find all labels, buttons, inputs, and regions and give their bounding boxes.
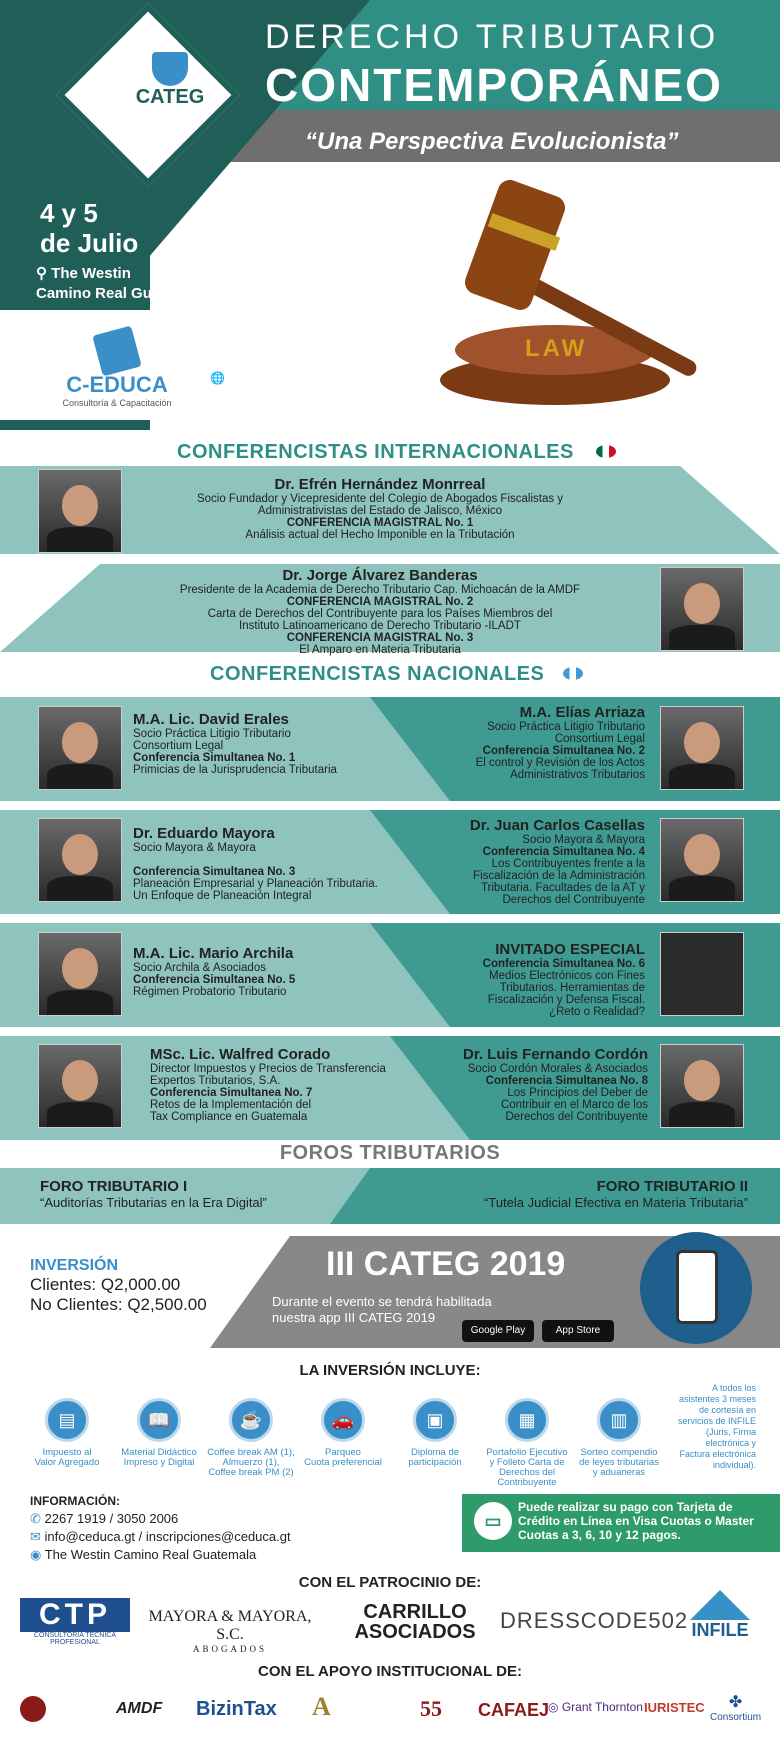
includes-heading: LA INVERSIÓN INCLUYE: [299,1362,481,1379]
instagram-icon[interactable]: ⓘ [228,407,247,421]
nac-heading: CONFERENCISTAS NACIONALES [210,663,630,686]
sponsors-heading: CON EL PATROCINIO DE: [298,1574,482,1591]
speaker-erales: M.A. Lic. David Erales Socio Práctica Litigio Tributario Consortium Legal Conferencia Simultanea No. 1 Primicias de la Jurisprudencia Tributaria [133,711,337,776]
sponsor-infile: INFILE [680,1590,760,1641]
include-item: 📖 Material Didáctico Impreso y Digital [114,1398,204,1468]
cafaej-logo: CAFAEJ [478,1700,550,1720]
email-line[interactable]: ✉ info@ceduca.gt / inscripciones@ceduca.gt [30,1529,291,1544]
phone-line[interactable]: ✆ 2267 1919 / 3050 2006 [30,1511,179,1526]
include-item: ▤ Impuesto al Valor Agregado [22,1398,112,1468]
book-icon [92,326,142,377]
phone-icon [640,1232,752,1344]
infile-note: A todos los asistentes 3 meses de cortesía en servicios de INFILE (Juris, Firma electrónica y Factura electrónica individual). [677,1383,756,1470]
shield-icon [152,52,188,86]
mexico-flag-icon [596,445,616,458]
venue: ⚲ The Westin Camino Real Guatemala [36,265,208,302]
amdf-logo: AMDF [116,1700,163,1717]
iuristec-logo: IURISTEC [644,1700,705,1715]
mail-icon: ✉ [30,1529,45,1544]
web-links [210,370,315,422]
car-icon: 🚗 [321,1398,365,1442]
intl-speaker-2: Dr. Jorge Álvarez Banderas Presidente de la Academia de Derecho Tributario Cap. Michoacán de la AMDF CONFERENCIA MAGISTRAL No. 2 Carta de Derechos del Contribuyente para los Países Miembros del Instituto Latinoamericano de Derecho Tributario -ILADT CONFERENCIA MAGISTRAL No. 3 El Amparo en Materia Tributaria [179,567,581,656]
consortium-logo: ✤ Consortium [710,1694,762,1723]
bizintax-logo: BizinTax [196,1698,277,1720]
include-item: ▣ Diploma de participación [390,1398,480,1468]
intl-heading: CONFERENCISTAS INTERNACIONALES [177,441,657,464]
social-icons [210,406,315,422]
speaker-mayora: Dr. Eduardo Mayora Socio Mayora & Mayora Conferencia Simultanea No. 3 Planeación Empresarial y Planeación Tributaria. Un Enfoque de Planeación Integral [133,825,378,902]
af-logo: A [312,1692,331,1721]
speaker-photo-silhouette [660,932,744,1016]
speaker-photo [660,1044,744,1128]
speaker-arriaza: M.A. Elías Arriaza Socio Práctica Litigio Tributario Consortium Legal Conferencia Simultanea No. 2 El control y Revisión de los Actos Administrativos Tributarios [475,704,645,781]
place-line: ◉ The Westin Camino Real Guatemala [30,1547,257,1562]
logo-text: CATEG [135,86,205,108]
consortium-icon: ✤ [728,1694,743,1711]
speaker-casellas: Dr. Juan Carlos Casellas Socio Mayora & Mayora Conferencia Simultanea No. 4 Los Contribuyentes frente a la Fiscalización de la Administración Tributaria. Facultades de la AT y Derechos del Contribuyente [469,817,645,906]
sponsor-mayora: MAYORA & MAYORA, S.C. ABOGADOS [148,1608,312,1654]
google-play-button[interactable]: Google Play [462,1320,534,1342]
event-name: III CATEG 2019 [326,1245,566,1283]
speaker-photo [38,469,122,553]
location-pin-icon: ⚲ [36,265,52,282]
speaker-archila: M.A. Lic. Mario Archila Socio Archila & Asociados Conferencia Simultanea No. 5 Régimen Probatorio Tributario [133,945,296,998]
grant-thornton-logo: ◎ Grant Thornton [548,1700,643,1714]
include-item: ▦ Portafolio Ejecutivo y Folleto Carta de Derechos del Contribuyente [482,1398,572,1488]
gt-icon: ◎ [548,1700,562,1714]
linkedin-icon[interactable]: ⓛ [246,407,265,421]
book-icon: 📖 [137,1398,181,1442]
speaker-invitado: INVITADO ESPECIAL Conferencia Simultanea No. 6 Medios Electrónicos con Fines Tributarios. Herramientas de Fiscalización y Defensa Fiscal. ¿Reto o Realidad? [482,941,645,1018]
speaker-photo [38,932,122,1016]
diploma-icon: ▣ [413,1398,457,1442]
app-store-button[interactable]: App Store [542,1320,614,1342]
credit-card-icon: ▭ [474,1502,512,1540]
speaker-cordon: Dr. Luis Fernando Cordón Socio Cordón Morales & Asociados Conferencia Simultanea No. 8 Los Principios del Deber de Contribuir en el Marco de los Derechos del Contribuyente [462,1046,648,1123]
invoice-icon: ▤ [45,1398,89,1442]
payment-box: ▭ Puede realizar su pago con Tarjeta de Crédito en Línea en Visa Cuotas o Master Cuotas a 3, 6, 10 y 12 pagos. [462,1494,780,1552]
sponsor-ctp: CTP CONSULTORÍA TÉCNICA PROFESIONAL [20,1598,130,1646]
title-line-1: DERECHO TRIBUTARIO [265,18,720,56]
support-heading: CON EL APOYO INSTITUCIONAL DE: [258,1663,522,1680]
speaker-corado: MSc. Lic. Walfred Corado Director Impuestos y Precios de Transferencia Expertos Tributarios, S.A. Conferencia Simultanea No. 7 Retos de la Implementación del Tax Compliance en Guatemala [150,1046,386,1123]
investment: INVERSIÓN Clientes: Q2,000.00 No Clientes: Q2,500.00 [30,1257,207,1314]
speaker-photo [660,818,744,902]
foro-2: FORO TRIBUTARIO II “Tutela Judicial Efectiva en Materia Tributaria” [484,1178,748,1210]
speaker-photo [38,706,122,790]
ceduca-logo: C-EDUCA Consultoría & Capacitación [62,330,172,408]
speaker-photo [660,706,744,790]
portfolio-icon: ▦ [505,1398,549,1442]
coffee-icon: ☕ [229,1398,273,1442]
title-line-2: CONTEMPORÁNEO [265,59,723,111]
include-item: ▥ Sorteo compendio de leyes tributarias y aduaneras [574,1398,664,1478]
cemedef-logo [20,1696,46,1722]
sponsor-carrillo: CARRILLO ASOCIADOS [354,1601,476,1643]
phone-icon: ✆ [30,1511,45,1526]
location-pin-icon: ◉ [30,1547,45,1562]
subtitle: “Una Perspectiva Evolucionista” [305,128,679,155]
sponsor-dresscode: DRESSCODE502 [500,1608,689,1633]
globe-icon: 🌐 [210,371,229,385]
foros-heading: FOROS TRIBUTARIOS [279,1142,501,1164]
facebook-icon[interactable]: ⓕ [210,407,229,421]
contact-info: INFORMACIÓN: ✆ 2267 1919 / 3050 2006 ✉ info@ceduca.gt / inscripciones@ceduca.gt ◉ The Westin Camino Real Guatemala [30,1492,370,1564]
includes-list [22,1398,662,1488]
infile-logo-icon [690,1590,750,1620]
support-logos [20,1692,770,1732]
foro-1: FORO TRIBUTARIO I “Auditorías Tributarias en la Era Digital” [40,1178,267,1210]
guatemala-flag-icon [563,667,583,680]
event-date: 4 y 5 de Julio [40,198,139,258]
intl-speaker-1: Dr. Efrén Hernández Monrreal Socio Fundador y Vicepresidente del Colegio de Abogados Fiscalistas y Administrativistas del Estado de Jalisco, México CONFERENCIA MAGISTRAL No. 1 Análisis actual del Hecho Imponible en la Tributación [196,476,564,541]
law-book-icon: ▥ [597,1398,641,1442]
55-years-logo: 55 [420,1696,442,1721]
speaker-photo [660,567,744,651]
include-item: 🚗 Parqueo Cuota preferencial [298,1398,388,1468]
speaker-photo [38,818,122,902]
include-item: ☕ Coffee break AM (1), Almuerzo (1), Coffee break PM (2) [206,1398,296,1478]
speaker-photo [38,1044,122,1128]
categ-logo [100,52,240,142]
hashtag: #CATEG2019 [210,387,285,401]
gavel-image: LAW [410,185,710,415]
app-text: Durante el evento se tendrá habilitada nuestra app III CATEG 2019 [272,1294,492,1325]
website-link[interactable]: 🌐 www.ceduca.gt [210,371,316,385]
